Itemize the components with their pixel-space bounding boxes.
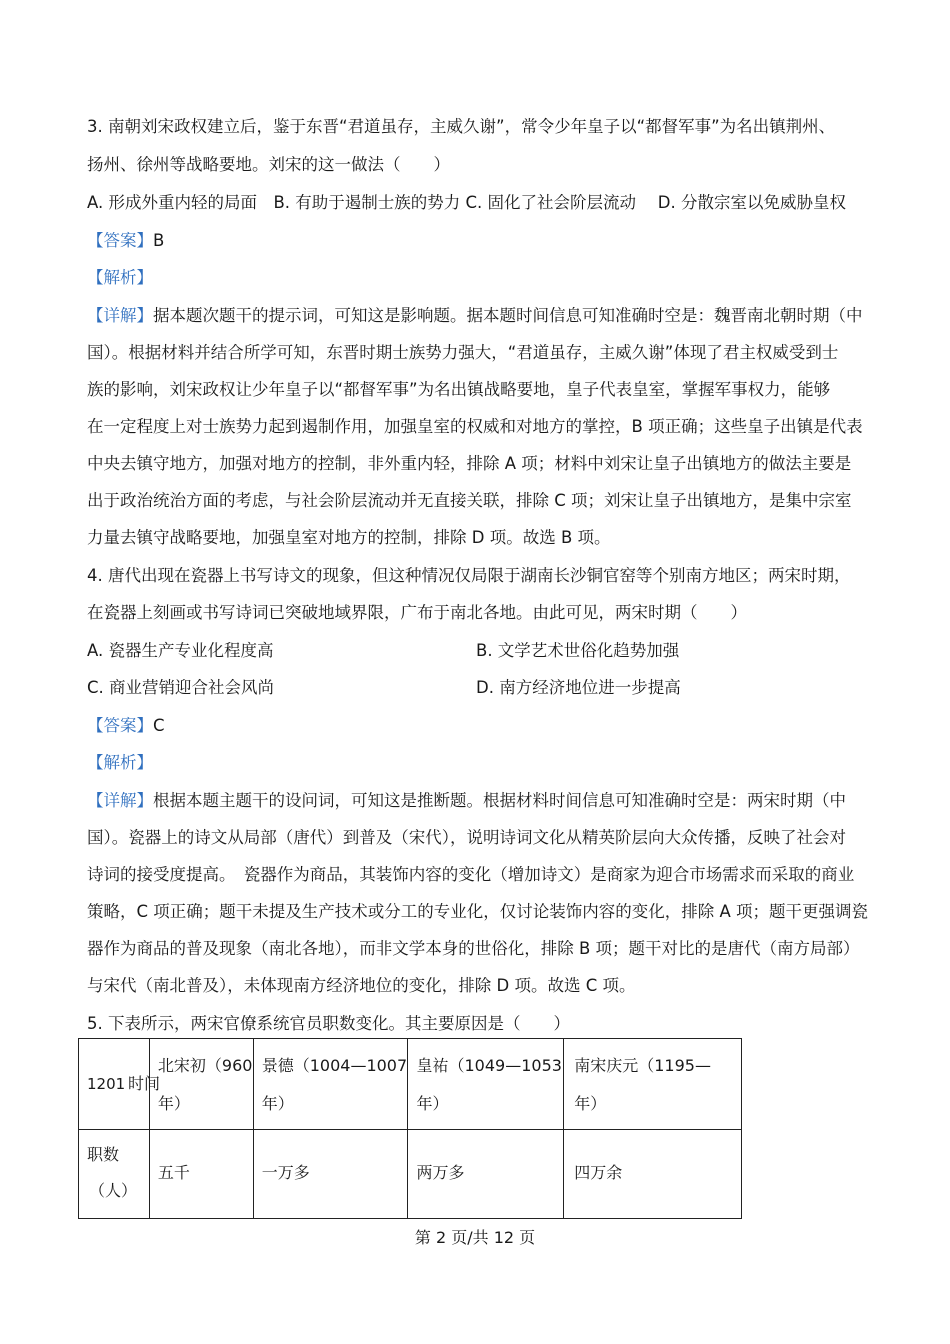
page-footer: 第 2 页/共 12 页	[414, 1228, 536, 1247]
q4-option-c: C. 商业营销迎合社会风尚	[87, 678, 275, 697]
table-header-row	[79, 1039, 742, 1130]
q4-option-a: A. 瓷器生产专业化程度高	[87, 641, 274, 660]
table-value-cell: 五千	[149, 1130, 253, 1219]
q4-answer	[87, 716, 877, 736]
officials-table	[78, 1038, 742, 1219]
q3-options: A. 形成外重内轻的局面 B. 有助于遏制士族的势力 C. 固化了社会阶层流动 D. 分散宗室以免威胁皇权	[87, 193, 846, 212]
q3-analysis-tag: 【解析】	[87, 268, 153, 287]
q5-stem: 5. 下表所示，两宋官僚系统官员职数变化。其主要原因是（ ）	[87, 1014, 570, 1033]
table-header-cell: 皇祐（1049—1053 年）	[408, 1039, 564, 1130]
table-value-cell: 两万多	[408, 1130, 564, 1219]
corner-bottom-text: 1201	[87, 1075, 126, 1093]
q3-detail-line-3: 族的影响，刘宋政权让少年皇子以“都督军事”为名出镇战略要地，皇子代表皇室，掌握军事权力，能够	[87, 380, 831, 399]
table-corner-cell	[79, 1039, 161, 1130]
answer-value: C	[153, 716, 165, 735]
answer-tag: 【答案】	[87, 231, 153, 250]
detail-tag: 【详解】	[87, 306, 153, 325]
table-header-cell: 南宋庆元（1195— 年）	[564, 1039, 742, 1130]
q4-analysis-tag: 【解析】	[87, 753, 153, 772]
q3-stem-line-1: 3. 南朝刘宋政权建立后，鉴于东晋“君道虽存，主威久谢”，常令少年皇子以“都督军事”为名出镇荆州、	[87, 117, 836, 136]
q3-answer	[87, 231, 877, 251]
q4-detail-line-3: 诗词的接受度提高。 瓷器作为商品，其装饰内容的变化（增加诗文）是商家为迎合市场需求而采取的商业	[87, 865, 855, 884]
answer-tag: 【答案】	[87, 716, 153, 735]
answer-value: B	[153, 231, 165, 250]
table-value-cell: 四万余	[564, 1130, 742, 1219]
detail-tag: 【详解】	[87, 791, 153, 810]
table-row	[79, 1130, 742, 1219]
q4-stem-line-1: 4. 唐代出现在瓷器上书写诗文的现象，但这种情况仅局限于湖南长沙铜官窑等个别南方地区；两宋时期，	[87, 566, 851, 585]
q3-detail-line-1: 【详解】据本题次题干的提示词，可知这是影响题。据本题时间信息可知准确时空是：魏晋南北朝时期（中	[87, 306, 863, 325]
corner-top-text: 时间	[128, 1074, 161, 1093]
q4-detail-line-4: 策略，C 项正确；题干未提及生产技术或分工的专业化，仅讨论装饰内容的变化，排除 A 项；题干更强调瓷	[87, 902, 869, 921]
q3-detail-line-7: 力量去镇守战略要地，加强皇室对地方的控制，排除 D 项。故选 B 项。	[87, 528, 611, 547]
table-header-cell: 景德（1004—1007 年）	[253, 1039, 408, 1130]
table-value-cell: 一万多	[253, 1130, 408, 1219]
q3-detail-line-4: 在一定程度上对士族势力起到遏制作用，加强皇室的权威和对地方的掌控，B 项正确；这些皇子出镇是代表	[87, 417, 863, 436]
q4-option-d: D. 南方经济地位进一步提高	[476, 678, 681, 697]
q4-stem-line-2: 在瓷器上刻画或书写诗词已突破地域界限，广布于南北各地。由此可见，两宋时期（ ）	[87, 603, 747, 622]
q3-detail-line-6: 出于政治统治方面的考虑，与社会阶层流动并无直接关联，排除 C 项；刘宋让皇子出镇地方，是集中宗室	[87, 491, 852, 510]
q4-detail-line-2: 国）。瓷器上的诗文从局部（唐代）到普及（宋代），说明诗词文化从精英阶层向大众传播，反映了社会对	[87, 828, 846, 847]
q4-option-b: B. 文学艺术世俗化趋势加强	[476, 641, 680, 660]
q4-detail-line-1: 【详解】根据本题主题干的设问词，可知这是推断题。根据材料时间信息可知准确时空是：两宋时期（中	[87, 791, 846, 810]
q3-stem-line-2: 扬州、徐州等战略要地。刘宋的这一做法（ ）	[87, 155, 450, 174]
q4-detail-line-6: 与宋代（南北普及），未体现南方经济地位的变化，排除 D 项。故选 C 项。	[87, 976, 636, 995]
table-row-label-cell: 职数 （人）	[79, 1130, 150, 1219]
q4-detail-line-5: 器作为商品的普及现象（南北各地），而非文学本身的世俗化，排除 B 项；题干对比的是唐代（南方局部）	[87, 939, 860, 958]
q3-detail-line-2: 国）。根据材料并结合所学可知，东晋时期士族势力强大，“君道虽存，主威久谢”体现了君主权威受到士	[87, 343, 839, 362]
table-header-cell: 北宋初（960 年）	[149, 1039, 253, 1130]
q3-detail-line-5: 中央去镇守地方，加强对地方的控制，非外重内轻，排除 A 项；材料中刘宋让皇子出镇地方的做法主要是	[87, 454, 852, 473]
